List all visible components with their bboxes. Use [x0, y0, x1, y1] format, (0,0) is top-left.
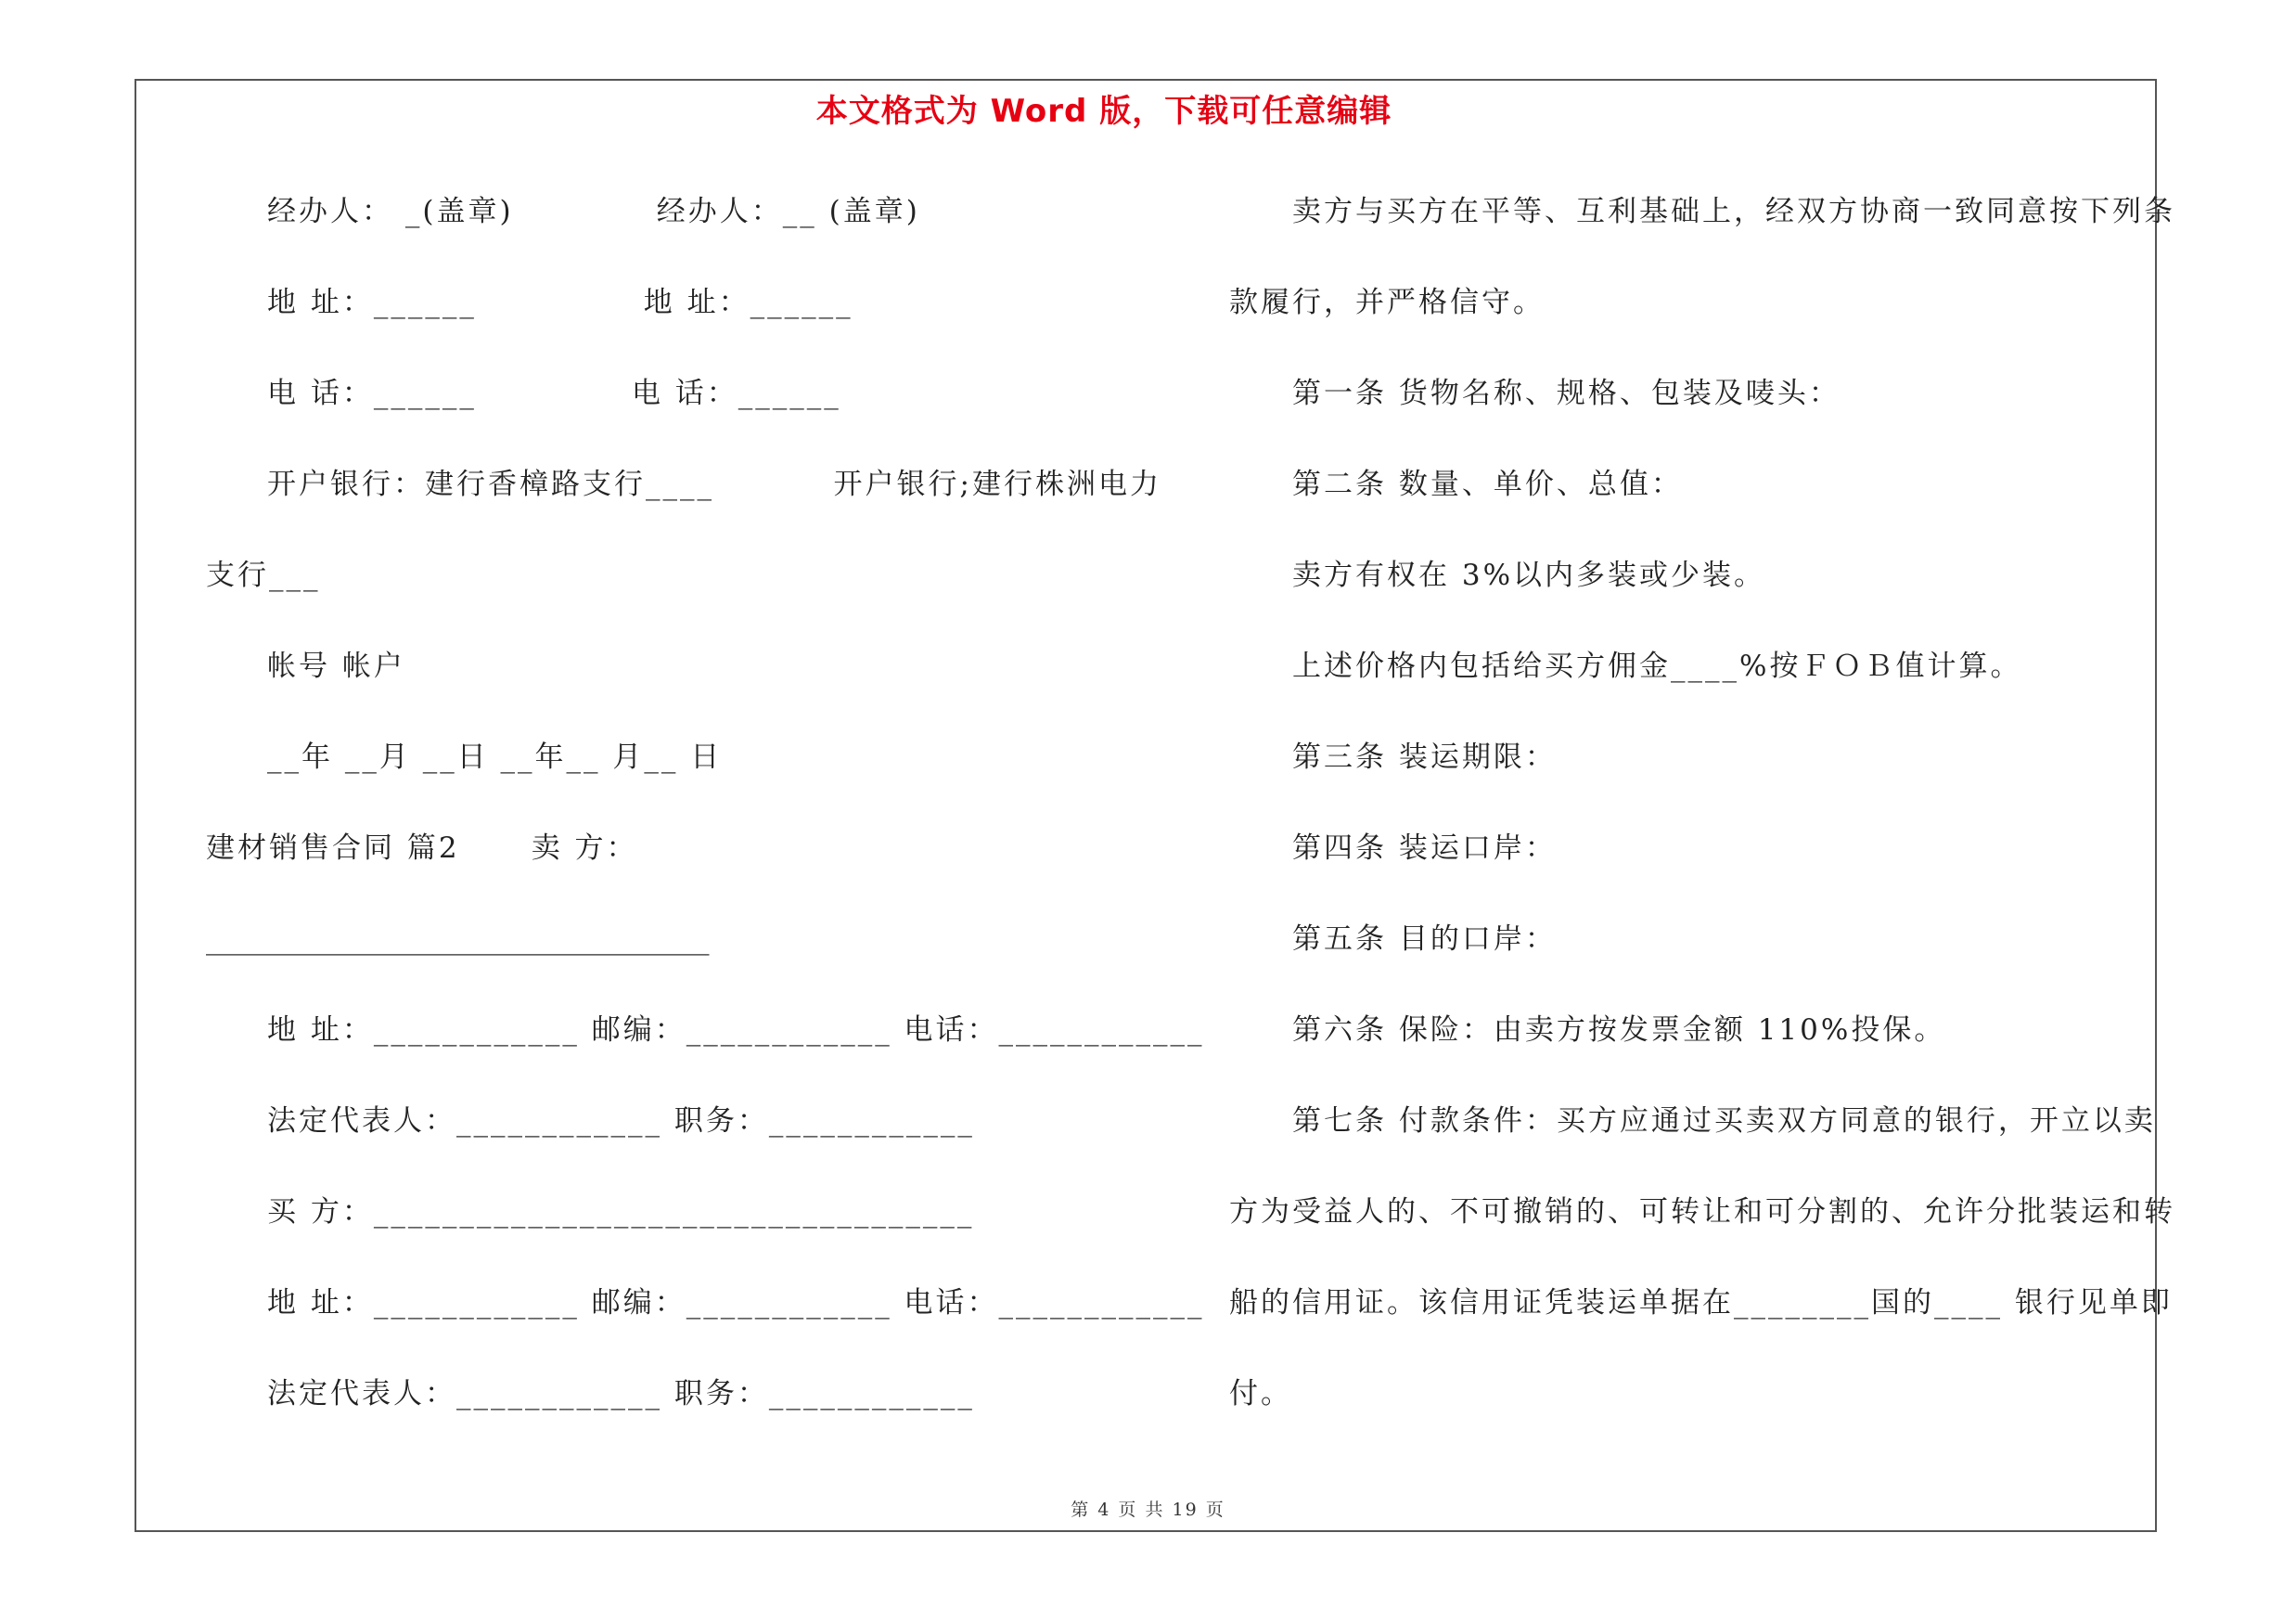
- clause-heading: 第六条 保险：由卖方按发票金额 110%投保。: [1292, 1013, 1946, 1047]
- right-line: 卖方与买方在平等、互利基础上，经双方协商一致同意按下列条: [1292, 195, 2175, 228]
- left-line: 开户银行：建行香樟路支行____ 开户银行;建行株洲电力: [267, 468, 1161, 501]
- page-number: 第 4 页 共 19 页: [1071, 1500, 1225, 1520]
- right-line: 上述价格内包括给买方佣金____%按ＦＯＢ值计算。: [1292, 650, 2022, 683]
- clause-heading: 第七条 付款条件：买方应通过买卖双方同意的银行，开立以卖: [1292, 1104, 2156, 1138]
- clause-heading: 第五条 目的口岸：: [1292, 922, 1557, 956]
- format-notice-banner: 本文格式为 Word 版，下载可任意编辑: [815, 93, 1392, 130]
- left-line: 电 话：______ 电 话：______: [267, 377, 841, 410]
- left-line: 经办人： _(盖章) 经办人：__ (盖章): [267, 195, 920, 228]
- left-line: 地 址：____________ 邮编：____________ 电话：____________: [267, 1286, 1205, 1320]
- left-line: 支行___: [206, 559, 321, 592]
- clause-heading: 第三条 装运期限：: [1292, 741, 1557, 774]
- section-heading: 建材销售合同 篇2 卖 方：: [206, 831, 638, 865]
- left-line: 地 址：____________ 邮编：____________ 电话：____________: [267, 1013, 1205, 1047]
- left-line: ___________________________________: [206, 922, 710, 956]
- right-line: 付。: [1229, 1377, 1292, 1410]
- left-line: 法定代表人：____________ 职务：____________: [267, 1104, 975, 1138]
- left-line: 买 方：___________________________________: [267, 1195, 975, 1229]
- right-line: 船的信用证。该信用证凭装运单据在________国的____ 银行见单即: [1229, 1286, 2173, 1320]
- left-line: 帐号 帐户: [267, 650, 405, 683]
- left-line: 地 址：______ 地 址：______: [267, 286, 853, 319]
- clause-heading: 第一条 货物名称、规格、包装及唛头：: [1292, 377, 1841, 410]
- right-line: 方为受益人的、不可撤销的、可转让和可分割的、允许分批装运和转: [1229, 1195, 2175, 1229]
- right-line: 款履行，并严格信守。: [1229, 286, 1545, 319]
- left-line: 法定代表人：____________ 职务：____________: [267, 1377, 975, 1410]
- left-line: __年 __月 __日 __年__ 月__ 日: [267, 741, 723, 774]
- clause-heading: 第四条 装运口岸：: [1292, 831, 1557, 865]
- right-line: 卖方有权在 3%以内多装或少装。: [1292, 559, 1766, 592]
- clause-heading: 第二条 数量、单价、总值：: [1292, 468, 1683, 501]
